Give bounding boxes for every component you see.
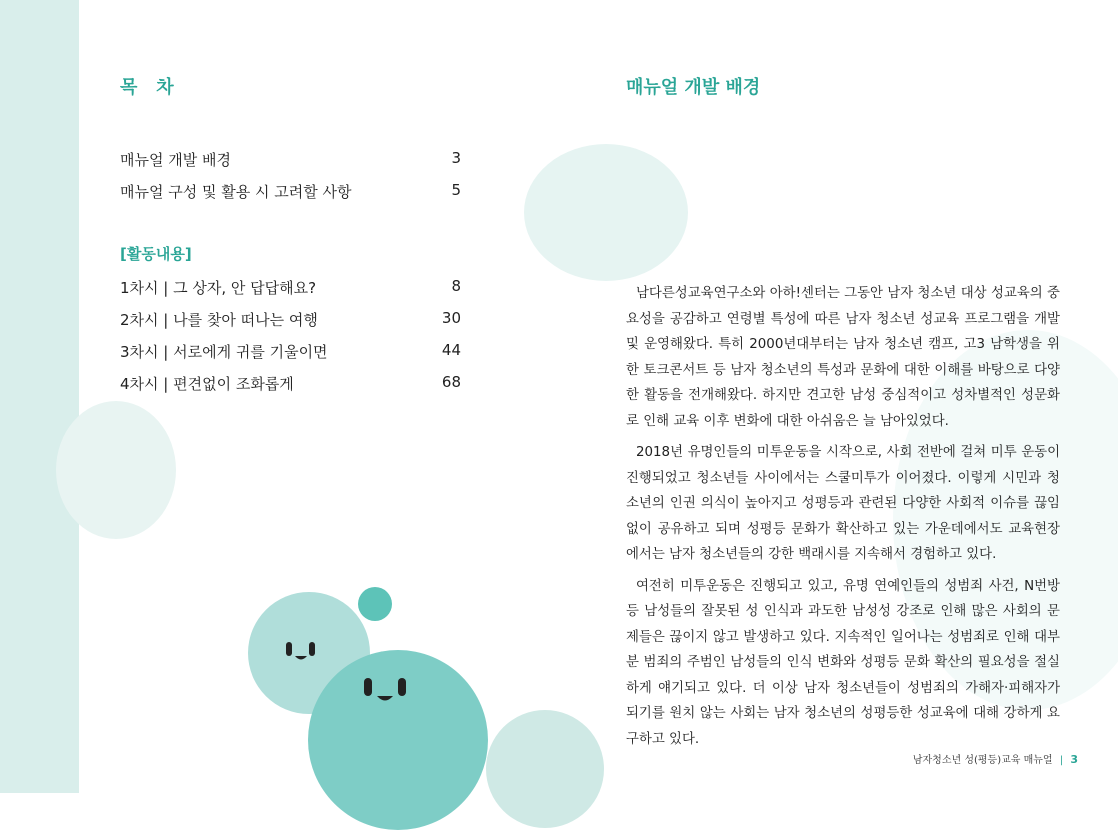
eye-right — [309, 642, 315, 656]
decorative-circle — [358, 587, 392, 621]
toc-item[interactable] — [120, 149, 461, 173]
decorative-circle — [524, 144, 688, 281]
body-paragraph: 여전히 미투운동은 진행되고 있고, 유명 연예인들의 성범죄 사건, N번방 등 남성들의 잘못된 성 인식과 과도한 남성성 강조로 인해 많은 사회의 문제들은 끊이지 않고 발생하고 있다. 지속적인 일어나는 성범죄로 인해 대부분 범죄의 주범인 남성들의 인식 변화와 성평등 문화 확산의 필요성을 절실하게 얘기되고 있다. 더 이상 남자 청소년들이 성범죄의 가해자·피해자가 되기를 원치 않는 사회는 남자 청소년의 성평등한 성교육에 대해 강하게 요구하고 있다. — [626, 578, 1060, 747]
footer-separator: | — [1059, 755, 1064, 766]
mouth-icon — [293, 654, 309, 662]
page-footer — [913, 751, 1078, 766]
activity-item-page: 30 — [441, 309, 461, 327]
activities-heading: [활동내용] — [120, 245, 192, 263]
mascot-character-large — [308, 650, 488, 830]
activity-item-page: 44 — [441, 341, 461, 359]
activity-item-page: 68 — [441, 373, 461, 391]
toc-item-label: 매뉴얼 개발 배경 — [120, 151, 231, 169]
body-paragraph: 2018년 유명인들의 미투운동을 시작으로, 사회 전반에 걸쳐 미투 운동이 진행되었고 청소년들 사이에서는 스쿨미투가 이어졌다. 이렇게 시민과 청소년의 인권 의식이 높아지고 성평등과 관련된 다양한 사회적 이슈를 끊임없이 공유하고 되며 성평등 문화가 확산하고 있는 가운데에서도 교육현장에서는 남자 청소년들의 강한 백래시를 지속해서 경험하고 있다. — [626, 445, 1060, 562]
activity-item-page: 8 — [451, 277, 461, 295]
left-sidebar-band — [0, 0, 79, 793]
body-paragraph: 남다른성교육연구소와 아하!센터는 그동안 남자 청소년 대상 성교육의 중요성을 공감하고 연령별 특성에 따른 남자 청소년 성교육 프로그램을 개발 및 운영해왔다. 특히 2000년대부터는 남자 청소년 캠프, 고3 남학생을 위한 토크콘서트 등 남자 청소년의 특성과 문화에 대한 이해를 바탕으로 다양한 활동을 전개해왔다. 하지만 견고한 남성 중심적이고 성차별적인 성문화로 인해 교육 이후 변화에 대한 아쉬움은 늘 남아있었다. — [626, 286, 1060, 429]
section-title: 매뉴얼 개발 배경 — [626, 77, 761, 98]
toc-item-page: 3 — [451, 149, 461, 167]
page-number: 3 — [1070, 753, 1078, 766]
eye-right — [398, 678, 406, 696]
toc-item-label: 매뉴얼 구성 및 활용 시 고려할 사항 — [120, 183, 352, 201]
activity-item[interactable] — [120, 341, 461, 365]
toc-title: 목 차 — [120, 77, 174, 98]
toc-item-page: 5 — [451, 181, 461, 199]
activity-item[interactable] — [120, 277, 461, 301]
mouth-icon — [375, 694, 395, 704]
footer-title: 남자청소년 성(평등)교육 매뉴얼 — [912, 755, 1053, 766]
eye-left — [364, 678, 372, 696]
body-text — [626, 281, 1060, 758]
activity-item[interactable] — [120, 373, 461, 397]
eye-left — [286, 642, 292, 656]
activity-item-label: 1차시 | 그 상자, 안 답답해요? — [120, 279, 317, 297]
decorative-circle — [486, 710, 604, 828]
activity-item-label: 3차시 | 서로에게 귀를 기울이면 — [120, 343, 328, 361]
activity-item[interactable] — [120, 309, 461, 333]
toc-item[interactable] — [120, 181, 461, 205]
decorative-circle — [56, 401, 176, 539]
activity-item-label: 2차시 | 나를 찾아 떠나는 여행 — [120, 311, 318, 329]
activity-item-label: 4차시 | 편견없이 조화롭게 — [120, 375, 294, 393]
